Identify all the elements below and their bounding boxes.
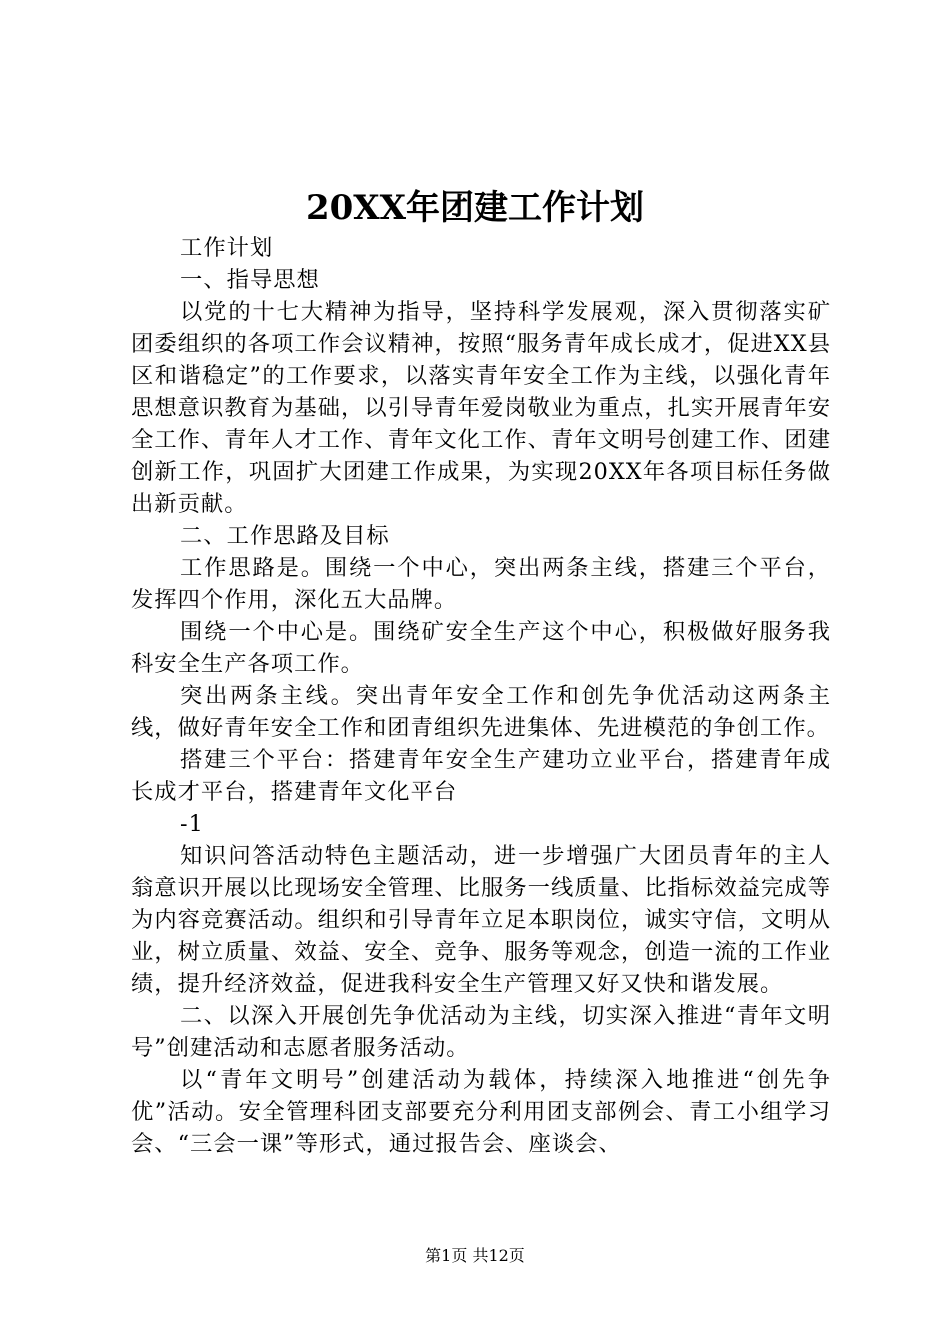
- paragraph-two-main-lines: 突出两条主线。突出青年安全工作和创先争优活动这两条主线，做好青年安全工作和团青组织先进集体、先进模范的争创工作。: [131, 683, 831, 741]
- document-body: [131, 232, 831, 1160]
- heading-guiding-ideology: 一、指导思想: [180, 267, 320, 293]
- page-footer: 第1页 共12页: [425, 1246, 525, 1265]
- paragraph-one-center: 围绕一个中心是。围绕矿安全生产这个中心，积极做好服务我科安全生产各项工作。: [131, 619, 831, 677]
- paragraph-youth-civilization: 以“青年文明号”创建活动为载体，持续深入地推进“创先争优”活动。安全管理科团支部要充分利用团支部例会、青工小组学习会、“三会一课”等形式，通过报告会、座谈会、: [131, 1067, 831, 1157]
- paragraph-work-ideas: 工作思路是。围绕一个中心，突出两条主线，搭建三个平台，发挥四个作用，深化五大品牌。: [131, 555, 831, 613]
- heading-work-ideas-goals: 二、工作思路及目标: [180, 523, 390, 549]
- paragraph-work-plan: 工作计划: [180, 235, 274, 261]
- paragraph-excellence-activity: 二、以深入开展创先争优活动为主线，切实深入推进“青年文明号”创建活动和志愿者服务活动。: [131, 1003, 831, 1061]
- paragraph-three-platforms: 搭建三个平台：搭建青年安全生产建功立业平台，搭建青年成长成才平台，搭建青年文化平台: [131, 747, 831, 805]
- paragraph-knowledge-contest: 知识问答活动特色主题活动，进一步增强广大团员青年的主人翁意识开展以比现场安全管理、比服务一线质量、比指标效益完成等为内容竞赛活动。组织和引导青年立足本职岗位，诚实守信，文明从业，树立质量、效益、安全、竞争、服务等观念，创造一流的工作业绩，提升经济效益，促进我科安全生产管理又好又快和谐发展。: [131, 843, 831, 997]
- paragraph-guiding-ideology: 以党的十七大精神为指导，坚持科学发展观，深入贯彻落实矿团委组织的各项工作会议精神，按照“服务青年成长成才，促进XX县区和谐稳定”的工作要求，以落实青年安全工作为主线，以强化青年思想意识教育为基础，以引导青年爱岗敬业为重点，扎实开展青年安全工作、青年人才工作、青年文化工作、青年文明号创建工作、团建创新工作，巩固扩大团建工作成果，为实现20XX年各项目标任务做出新贡献。: [131, 299, 831, 517]
- document-title: 20XX年团建工作计划: [305, 188, 645, 228]
- paragraph-page-marker: -1: [180, 811, 204, 837]
